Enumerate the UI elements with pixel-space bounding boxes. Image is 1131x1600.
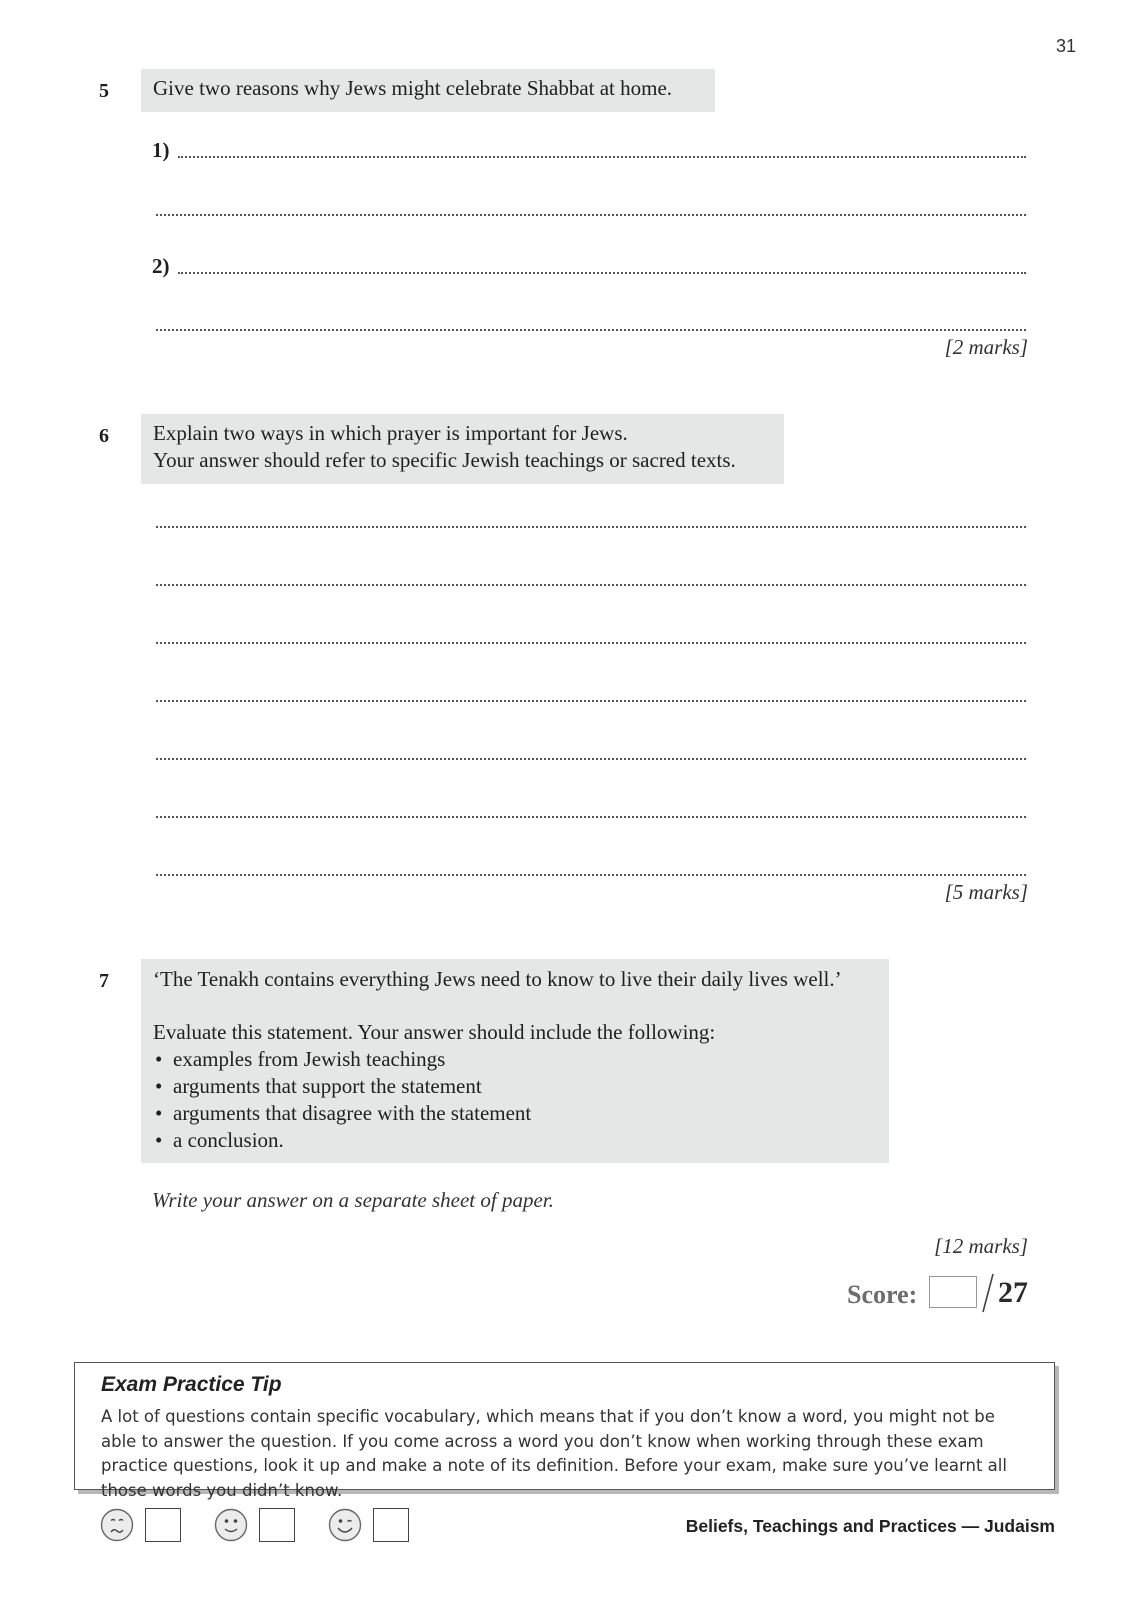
bullet-item: • examples from Jewish teachings: [153, 1046, 877, 1073]
answer-label-2: 2): [152, 254, 170, 278]
score-input-box[interactable]: [929, 1276, 977, 1308]
score-total: 27: [998, 1276, 1028, 1309]
question-5-marks: [2 marks]: [944, 335, 1028, 359]
score-label: Score:: [847, 1280, 918, 1309]
question-6-prompt-line2: Your answer should refer to specific Jewish teachings or sacred texts.: [153, 448, 736, 472]
question-7-prompt-box: [141, 959, 889, 1163]
answer-line[interactable]: [156, 214, 1026, 216]
question-5-number: 5: [99, 80, 109, 102]
answer-line[interactable]: [156, 329, 1026, 331]
question-7-number: 7: [99, 970, 109, 992]
score-slash: [980, 1272, 996, 1314]
question-5-prompt: Give two reasons why Jews might celebrate Shabbat at home.: [153, 76, 673, 100]
answer-label-1: 1): [152, 138, 170, 162]
answer-line[interactable]: [156, 816, 1026, 818]
bullet-item: • a conclusion.: [153, 1127, 877, 1154]
question-7-quote: ‘The Tenakh contains everything Jews need to know to live their daily lives well.’: [153, 967, 842, 991]
sad-face-icon: [100, 1508, 134, 1542]
confidence-checkbox-high[interactable]: [373, 1508, 409, 1542]
answer-line[interactable]: [178, 272, 1026, 274]
neutral-face-icon: [214, 1508, 248, 1542]
answer-line[interactable]: [156, 758, 1026, 760]
answer-line[interactable]: [178, 156, 1026, 158]
question-7-instruction: Evaluate this statement. Your answer should include the following:: [153, 1020, 716, 1044]
bullet-item: • arguments that disagree with the statement: [153, 1100, 877, 1127]
confidence-checkbox-low[interactable]: [145, 1508, 181, 1542]
answer-line[interactable]: [156, 874, 1026, 876]
footer-section-title: Beliefs, Teachings and Practices — Judaism: [685, 1516, 1055, 1536]
happy-face-icon: [328, 1508, 362, 1542]
answer-line[interactable]: [156, 526, 1026, 528]
tip-text: A lot of questions contain specific vocabulary, which means that if you don’t know a word, you might not be able to answer the question. If you come across a word you don’t know when working through these exam practice questions, look it up and make a note of its definition. Before your exam, make sure you’ve learnt all those words you didn’t know.: [101, 1407, 1007, 1500]
confidence-checkbox-medium[interactable]: [259, 1508, 295, 1542]
answer-line[interactable]: [156, 700, 1026, 702]
question-5-prompt-box: [141, 69, 715, 112]
bullet-item: • arguments that support the statement: [153, 1073, 877, 1100]
question-7-note: Write your answer on a separate sheet of paper.: [152, 1188, 554, 1212]
answer-line[interactable]: [156, 642, 1026, 644]
question-6-prompt-box: [141, 414, 784, 484]
question-6-prompt-line1: Explain two ways in which prayer is important for Jews.: [153, 421, 628, 445]
question-7-bullet-list: [153, 1046, 877, 1154]
question-6-marks: [5 marks]: [944, 880, 1028, 904]
question-6-number: 6: [99, 425, 109, 447]
question-7-marks: [12 marks]: [934, 1234, 1028, 1258]
answer-line[interactable]: [156, 584, 1026, 586]
page-number: 31: [1056, 36, 1077, 56]
exam-practice-tip-box: [74, 1362, 1055, 1500]
tip-title: Exam Practice Tip: [101, 1373, 282, 1396]
